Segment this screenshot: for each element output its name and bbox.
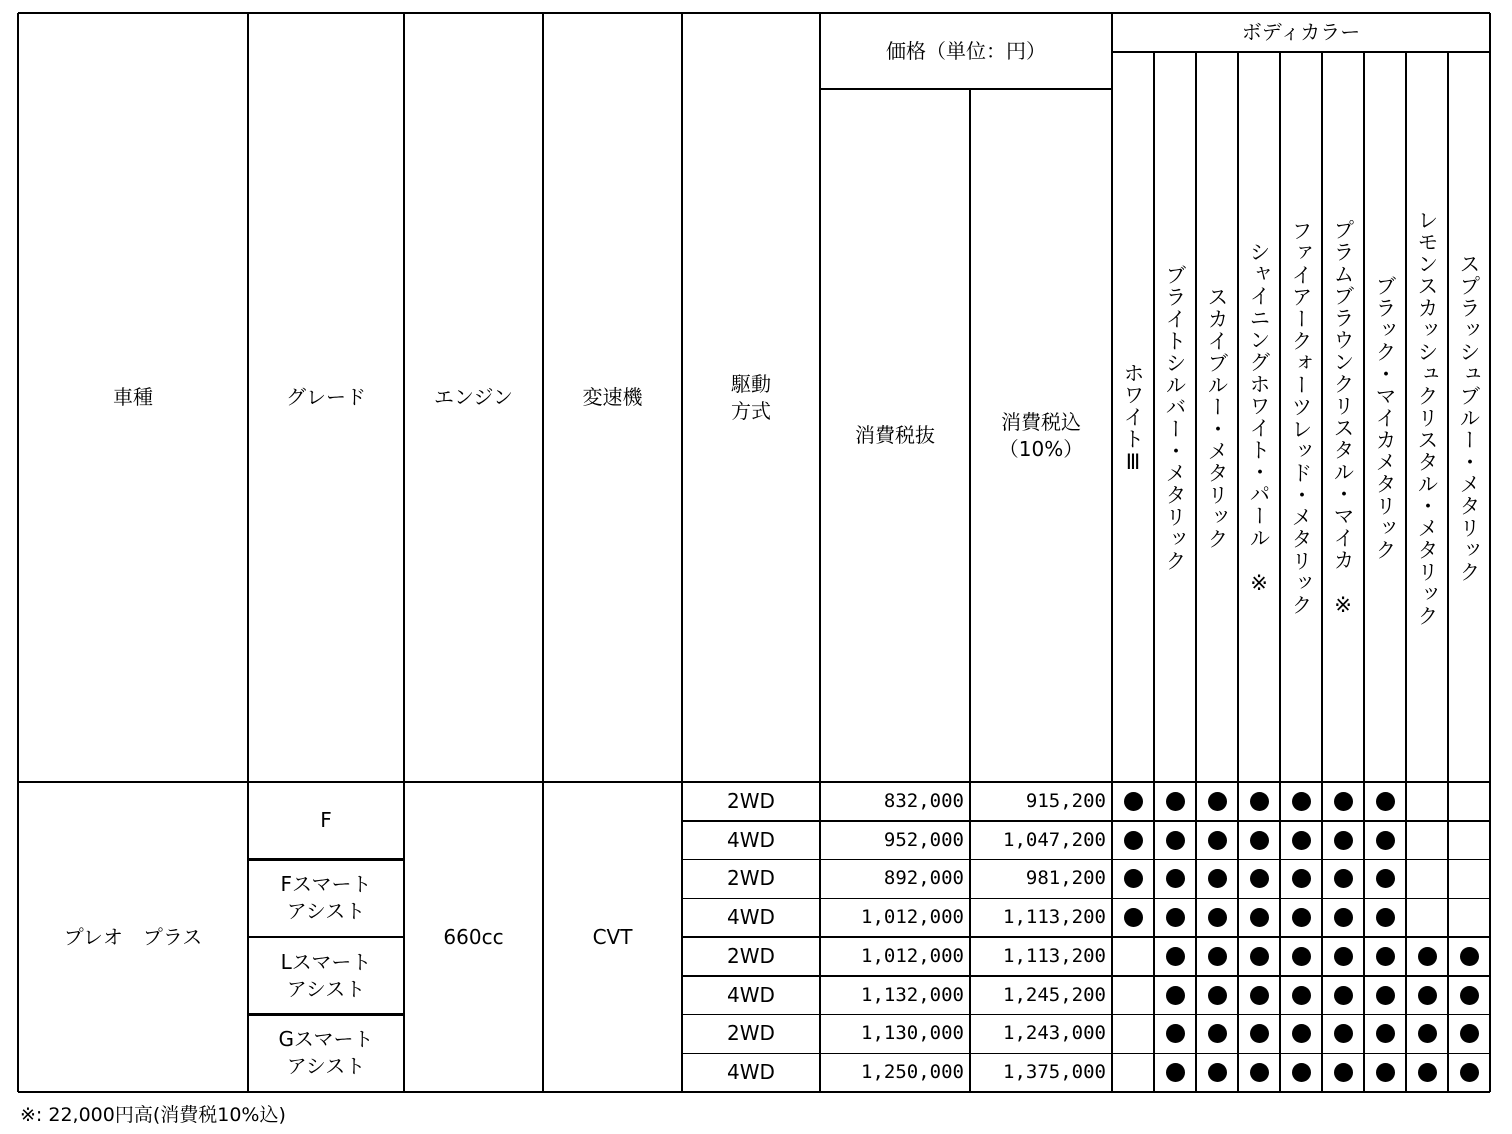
- available-dot-icon: [1166, 792, 1185, 811]
- color-availability-cell: [1154, 1015, 1196, 1054]
- available-dot-icon: [1208, 986, 1227, 1005]
- grid-line: [1321, 52, 1323, 1092]
- color-header: ファイアークォーツレッド・メタリック: [1289, 220, 1313, 616]
- color-availability-cell: [1364, 1015, 1406, 1054]
- drive-value: 2WD: [727, 1021, 775, 1046]
- available-dot-icon: [1208, 1063, 1227, 1082]
- header-price-group: 価格（単位：円）: [886, 38, 1046, 63]
- available-dot-icon: [1250, 792, 1269, 811]
- available-dot-icon: [1208, 1024, 1227, 1043]
- price-ex-tax: 1,130,000: [861, 1022, 964, 1045]
- available-dot-icon: [1124, 831, 1143, 850]
- available-dot-icon: [1166, 831, 1185, 850]
- color-availability-cell: [1238, 937, 1280, 976]
- header-grade: グレード: [286, 385, 366, 409]
- available-dot-icon: [1250, 1024, 1269, 1043]
- available-dot-icon: [1166, 908, 1185, 927]
- color-availability-cell: [1112, 860, 1154, 899]
- price-in-tax: 915,200: [1025, 789, 1106, 812]
- color-availability-cell: [1112, 821, 1154, 860]
- grid-line: [1153, 52, 1155, 1092]
- color-availability-cell: [1280, 821, 1322, 860]
- grid-line: [682, 1014, 1490, 1016]
- color-availability-cell: [1154, 937, 1196, 976]
- available-dot-icon: [1334, 908, 1353, 927]
- grid-line: [1447, 52, 1449, 1092]
- color-availability-cell: [1280, 937, 1322, 976]
- header-model: 車種: [113, 385, 153, 409]
- color-availability-cell: [1322, 1053, 1364, 1092]
- grid-line: [247, 13, 250, 1092]
- table-right-border: [1489, 13, 1491, 1092]
- color-header: ブラック・マイカメタリック: [1373, 275, 1397, 561]
- color-availability-cell: [1406, 860, 1448, 899]
- available-dot-icon: [1334, 986, 1353, 1005]
- color-availability-cell: [1406, 821, 1448, 860]
- color-availability-cell: [1448, 898, 1490, 937]
- color-availability-cell: [1364, 976, 1406, 1015]
- available-dot-icon: [1292, 986, 1311, 1005]
- color-availability-cell: [1364, 1053, 1406, 1092]
- price-in-tax: 1,245,200: [1003, 983, 1106, 1006]
- price-ex-tax: 832,000: [883, 789, 964, 812]
- color-availability-cell: [1196, 821, 1238, 860]
- price-ex-tax: 892,000: [883, 867, 964, 890]
- color-availability-cell: [1322, 782, 1364, 821]
- color-availability-cell: [1112, 937, 1154, 976]
- color-availability-cell: [1448, 782, 1490, 821]
- grid-line: [542, 13, 545, 1092]
- color-availability-cell: [1112, 1053, 1154, 1092]
- available-dot-icon: [1334, 947, 1353, 966]
- header-transmission: 変速機: [582, 385, 643, 409]
- grid-line: [1237, 52, 1239, 1092]
- color-availability-cell: [1322, 821, 1364, 860]
- color-availability-cell: [1280, 1015, 1322, 1054]
- grid-line: [682, 859, 1490, 861]
- color-availability-cell: [1322, 976, 1364, 1015]
- grid-line: [682, 1053, 1490, 1055]
- drive-value: 2WD: [727, 943, 775, 968]
- color-availability-cell: [1364, 821, 1406, 860]
- footnote: ※: 22,000円高(消費税10%込): [20, 1104, 286, 1126]
- header-bottom-border: [18, 781, 1490, 784]
- available-dot-icon: [1460, 947, 1479, 966]
- model-name: プレオ プラス: [63, 924, 203, 949]
- available-dot-icon: [1250, 986, 1269, 1005]
- color-availability-cell: [1238, 976, 1280, 1015]
- drive-value: 2WD: [727, 866, 775, 891]
- available-dot-icon: [1166, 869, 1185, 888]
- grid-line: [682, 898, 1490, 900]
- color-availability-cell: [1280, 1053, 1322, 1092]
- color-availability-cell: [1280, 976, 1322, 1015]
- grade-name: F: [320, 808, 332, 833]
- color-availability-cell: [1154, 976, 1196, 1015]
- header-engine: エンジン: [434, 385, 513, 409]
- engine-value: 660cc: [443, 924, 504, 949]
- price-ex-tax: 1,250,000: [861, 1061, 964, 1084]
- color-availability-cell: [1448, 1053, 1490, 1092]
- available-dot-icon: [1334, 1024, 1353, 1043]
- available-dot-icon: [1166, 1063, 1185, 1082]
- header-price-ex-tax: 消費税抜: [855, 423, 935, 447]
- color-availability-cell: [1238, 821, 1280, 860]
- grid-line: [682, 936, 1490, 938]
- available-dot-icon: [1376, 1024, 1395, 1043]
- grid-line: [1363, 52, 1365, 1092]
- color-availability-cell: [1154, 860, 1196, 899]
- grade-name: Lスマート アシスト: [280, 949, 372, 1001]
- available-dot-icon: [1292, 792, 1311, 811]
- color-availability-cell: [1196, 976, 1238, 1015]
- available-dot-icon: [1376, 986, 1395, 1005]
- grid-line: [248, 1013, 404, 1016]
- color-availability-cell: [1280, 898, 1322, 937]
- drive-value: 4WD: [727, 982, 775, 1007]
- available-dot-icon: [1292, 908, 1311, 927]
- color-availability-cell: [1364, 860, 1406, 899]
- available-dot-icon: [1208, 831, 1227, 850]
- color-availability-cell: [1154, 898, 1196, 937]
- price-in-tax: 1,113,200: [1003, 944, 1106, 967]
- available-dot-icon: [1250, 908, 1269, 927]
- color-header: レモンスカッシュクリスタル・メタリック: [1415, 209, 1439, 627]
- price-in-tax: 1,375,000: [1003, 1061, 1106, 1084]
- color-availability-cell: [1364, 937, 1406, 976]
- color-availability-cell: [1322, 1015, 1364, 1054]
- color-availability-cell: [1448, 821, 1490, 860]
- available-dot-icon: [1376, 908, 1395, 927]
- available-dot-icon: [1292, 831, 1311, 850]
- price-ex-tax: 1,012,000: [861, 944, 964, 967]
- available-dot-icon: [1124, 792, 1143, 811]
- grid-line: [248, 936, 404, 939]
- available-dot-icon: [1334, 792, 1353, 811]
- available-dot-icon: [1376, 831, 1395, 850]
- available-dot-icon: [1460, 1024, 1479, 1043]
- available-dot-icon: [1334, 831, 1353, 850]
- color-availability-cell: [1112, 976, 1154, 1015]
- available-dot-icon: [1376, 869, 1395, 888]
- color-availability-cell: [1154, 782, 1196, 821]
- color-availability-cell: [1280, 860, 1322, 899]
- drive-value: 2WD: [727, 788, 775, 813]
- table-top-border: [18, 12, 1490, 14]
- available-dot-icon: [1418, 947, 1437, 966]
- color-availability-cell: [1406, 1053, 1448, 1092]
- color-availability-cell: [1448, 860, 1490, 899]
- available-dot-icon: [1418, 986, 1437, 1005]
- available-dot-icon: [1250, 947, 1269, 966]
- color-availability-cell: [1448, 976, 1490, 1015]
- price-in-tax: 1,047,200: [1003, 828, 1106, 851]
- color-availability-cell: [1196, 782, 1238, 821]
- color-availability-cell: [1280, 782, 1322, 821]
- price-ex-tax: 952,000: [883, 828, 964, 851]
- color-availability-cell: [1322, 860, 1364, 899]
- grid-line: [820, 88, 1112, 91]
- available-dot-icon: [1292, 1063, 1311, 1082]
- available-dot-icon: [1250, 869, 1269, 888]
- color-availability-cell: [1238, 782, 1280, 821]
- color-header: ホワイトⅢ: [1121, 361, 1145, 475]
- color-availability-cell: [1196, 898, 1238, 937]
- available-dot-icon: [1376, 1063, 1395, 1082]
- grid-line: [682, 820, 1490, 822]
- color-availability-cell: [1238, 1015, 1280, 1054]
- available-dot-icon: [1124, 908, 1143, 927]
- available-dot-icon: [1376, 947, 1395, 966]
- transmission-value: CVT: [592, 924, 633, 949]
- grid-line: [819, 13, 822, 1092]
- grid-line: [1195, 52, 1197, 1092]
- drive-value: 4WD: [727, 905, 775, 930]
- color-availability-cell: [1112, 898, 1154, 937]
- available-dot-icon: [1460, 1063, 1479, 1082]
- color-availability-cell: [1112, 1015, 1154, 1054]
- available-dot-icon: [1208, 908, 1227, 927]
- grid-line: [682, 975, 1490, 977]
- grid-line: [403, 13, 406, 1092]
- available-dot-icon: [1460, 986, 1479, 1005]
- grid-line: [248, 858, 404, 861]
- color-availability-cell: [1406, 937, 1448, 976]
- header-price-in-tax: 消費税込 （10%）: [998, 409, 1084, 461]
- color-availability-cell: [1196, 1015, 1238, 1054]
- color-availability-cell: [1196, 937, 1238, 976]
- price-in-tax: 1,243,000: [1003, 1022, 1106, 1045]
- available-dot-icon: [1418, 1024, 1437, 1043]
- color-availability-cell: [1364, 898, 1406, 937]
- color-header: シャイニングホワイト・パール ※: [1247, 240, 1271, 596]
- color-availability-cell: [1196, 1053, 1238, 1092]
- grid-line: [969, 89, 971, 1092]
- available-dot-icon: [1166, 947, 1185, 966]
- color-availability-cell: [1154, 1053, 1196, 1092]
- available-dot-icon: [1250, 831, 1269, 850]
- available-dot-icon: [1292, 947, 1311, 966]
- available-dot-icon: [1292, 869, 1311, 888]
- header-body-color-group: ボディカラー: [1241, 20, 1361, 44]
- color-availability-cell: [1238, 860, 1280, 899]
- price-ex-tax: 1,132,000: [861, 983, 964, 1006]
- available-dot-icon: [1166, 986, 1185, 1005]
- color-availability-cell: [1364, 782, 1406, 821]
- table-left-border: [17, 13, 19, 1092]
- color-header: プラムブラウンクリスタル・マイカ ※: [1331, 218, 1355, 618]
- table-bottom-border: [18, 1091, 1490, 1094]
- available-dot-icon: [1166, 1024, 1185, 1043]
- price-in-tax: 1,113,200: [1003, 906, 1106, 929]
- grade-name: Gスマート アシスト: [278, 1027, 374, 1079]
- grid-line: [1405, 52, 1407, 1092]
- available-dot-icon: [1208, 947, 1227, 966]
- color-availability-cell: [1238, 898, 1280, 937]
- color-availability-cell: [1322, 898, 1364, 937]
- color-availability-cell: [1448, 1015, 1490, 1054]
- color-availability-cell: [1196, 860, 1238, 899]
- available-dot-icon: [1334, 1063, 1353, 1082]
- grid-line: [1112, 51, 1490, 53]
- available-dot-icon: [1124, 869, 1143, 888]
- color-availability-cell: [1238, 1053, 1280, 1092]
- available-dot-icon: [1376, 792, 1395, 811]
- color-header: スカイブルー・メタリック: [1205, 286, 1229, 550]
- grade-name: Fスマート アシスト: [280, 872, 372, 924]
- grid-line: [1279, 52, 1281, 1092]
- available-dot-icon: [1334, 869, 1353, 888]
- available-dot-icon: [1250, 1063, 1269, 1082]
- grid-line: [1111, 13, 1114, 1092]
- color-availability-cell: [1448, 937, 1490, 976]
- header-drive: 駆動 方式: [731, 371, 771, 423]
- color-availability-cell: [1322, 937, 1364, 976]
- grid-line: [681, 13, 684, 1092]
- available-dot-icon: [1208, 792, 1227, 811]
- color-availability-cell: [1406, 782, 1448, 821]
- color-availability-cell: [1406, 976, 1448, 1015]
- drive-value: 4WD: [727, 1060, 775, 1085]
- color-availability-cell: [1112, 782, 1154, 821]
- price-in-tax: 981,200: [1025, 867, 1106, 890]
- color-header: ブライトシルバー・メタリック: [1163, 264, 1187, 572]
- available-dot-icon: [1418, 1063, 1437, 1082]
- available-dot-icon: [1208, 869, 1227, 888]
- drive-value: 4WD: [727, 827, 775, 852]
- available-dot-icon: [1292, 1024, 1311, 1043]
- color-availability-cell: [1154, 821, 1196, 860]
- color-header: スプラッシュブルー・メタリック: [1457, 253, 1481, 583]
- color-availability-cell: [1406, 1015, 1448, 1054]
- price-ex-tax: 1,012,000: [861, 906, 964, 929]
- color-availability-cell: [1406, 898, 1448, 937]
